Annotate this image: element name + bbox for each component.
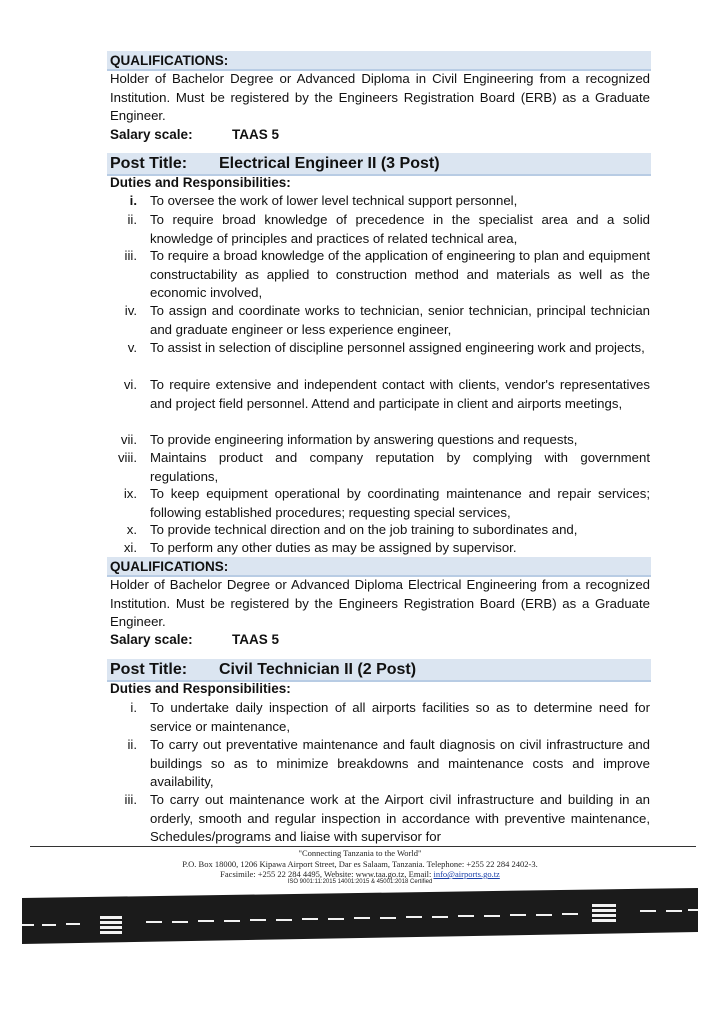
duty-text: To carry out maintenance work at the Airport civil infrastructure and building in an orderly, smooth and regular inspection in accordance with preventive maintenance, Schedules/programs and liaise with supervisor for <box>150 792 650 844</box>
duty-number: iii. <box>124 792 137 807</box>
footer-address: P.O. Box 18000, 1206 Kipawa Airport Street, Dar es Salaam, Tanzania. Telephone: +255 22 284 2402-3. <box>182 859 538 869</box>
duty-item <box>107 247 650 303</box>
duty-text: To oversee the work of lower level technical support personnel, <box>150 193 518 208</box>
duty-text: To carry out preventative maintenance and fault diagnosis on civil infrastructure and buildings so as to minimize breakdowns and maintenance costs and improve availability, <box>150 737 650 789</box>
duty-number: ii. <box>127 737 137 752</box>
duty-number: viii. <box>117 450 137 465</box>
duty-text: To keep equipment operational by coordinating maintenance and repair services; following established procedures; requesting special services, <box>150 486 650 520</box>
duty-number: vii. <box>120 432 137 447</box>
duty-number: x. <box>126 522 137 537</box>
footer-motto: "Connecting Tanzania to the World" <box>298 848 422 858</box>
duty-item <box>107 431 650 450</box>
duty-text: Maintains product and company reputation by complying with government regulations, <box>150 450 650 484</box>
duty-item <box>107 192 650 211</box>
duty-text: To assign and coordinate works to technician, senior technician, principal technician and graduate engineer or less experience engineer, <box>150 303 650 337</box>
duty-number: vi. <box>123 377 137 392</box>
footer-contact <box>0 869 720 879</box>
duty-text: To require extensive and independent contact with clients, vendor's representatives and project field personnel. Attend and participate in client and airports meetings, <box>150 377 650 411</box>
salary-label: Salary scale: <box>110 632 193 647</box>
footer-email-link[interactable]: info@airports.go.tz <box>433 869 500 879</box>
duty-item <box>107 699 650 736</box>
duty-text: To assist in selection of discipline personnel assigned engineering work and projects, <box>150 340 645 355</box>
duty-item <box>107 211 650 248</box>
qualifications-heading-bar <box>107 557 651 577</box>
post-title: Civil Technician II (2 Post) <box>219 661 417 678</box>
duty-item <box>107 302 650 339</box>
duty-item <box>107 791 650 847</box>
qualifications-text: Holder of Bachelor Degree or Advanced Diploma in Civil Engineering from a recognized Institution. Must be registered by the Engineers Registration Board (ERB) as a Graduate Engineer. <box>110 71 650 123</box>
duty-item <box>107 539 650 558</box>
duty-item <box>107 449 650 486</box>
post-title-label: Post Title: <box>110 661 188 678</box>
duty-item <box>107 485 650 522</box>
duty-number: v. <box>127 340 137 355</box>
duty-text: To require a broad knowledge of the application of engineering to plan and equipment constructability as applied to construction method and materials as well as the economic involved, <box>150 248 650 300</box>
runway-graphic <box>22 888 698 944</box>
duty-item <box>107 736 650 792</box>
duty-number: i. <box>130 700 137 715</box>
duty-text: To provide engineering information by answering questions and requests, <box>150 432 578 447</box>
duty-item <box>107 339 650 358</box>
footer-iso: ISO 9001:11:2015 14001:2015 & 45001:2018 Certified <box>287 879 433 885</box>
duty-number: ix. <box>123 486 137 501</box>
duties-heading: Duties and Responsibilities: <box>110 681 291 696</box>
footer-contact-text: Facsimile: +255 22 284 4495, Website: www.taa.go.tz, Email: <box>220 869 434 879</box>
footer-divider <box>30 846 696 847</box>
salary-scale <box>110 127 280 142</box>
duty-item <box>107 376 650 413</box>
duty-item <box>107 521 650 540</box>
post-title-bar <box>107 153 651 176</box>
duties-heading: Duties and Responsibilities: <box>110 175 291 190</box>
duty-number: i. <box>129 193 137 208</box>
qualifications-heading: QUALIFICATIONS: <box>110 559 229 574</box>
post-title-label: Post Title: <box>110 155 188 172</box>
duty-number: iv. <box>124 303 137 318</box>
duty-number: xi. <box>123 540 137 555</box>
salary-value: TAAS 5 <box>232 632 280 647</box>
post-title-bar <box>107 659 651 682</box>
duty-text: To perform any other duties as may be assigned by supervisor. <box>150 540 517 555</box>
duty-text: To require broad knowledge of precedence in the specialist area and a solid knowledge of principles and practices of related technical area, <box>150 212 650 246</box>
salary-scale <box>110 632 280 647</box>
salary-label: Salary scale: <box>110 127 193 142</box>
duty-text: To undertake daily inspection of all airports facilities so as to determine need for service or maintenance, <box>150 700 650 734</box>
salary-value: TAAS 5 <box>232 127 280 142</box>
qualifications-heading-bar <box>107 51 651 71</box>
qualifications-heading: QUALIFICATIONS: <box>110 53 229 68</box>
duty-number: ii. <box>127 212 137 227</box>
qualifications-text: Holder of Bachelor Degree or Advanced Diploma Electrical Engineering from a recognized Institution. Must be registered by the Engineers Registration Board (ERB) as a Graduate Engineer. <box>110 577 650 629</box>
duty-number: iii. <box>124 248 137 263</box>
post-title: Electrical Engineer II (3 Post) <box>219 155 440 172</box>
duty-text: To provide technical direction and on the job training to subordinates and, <box>150 522 578 537</box>
